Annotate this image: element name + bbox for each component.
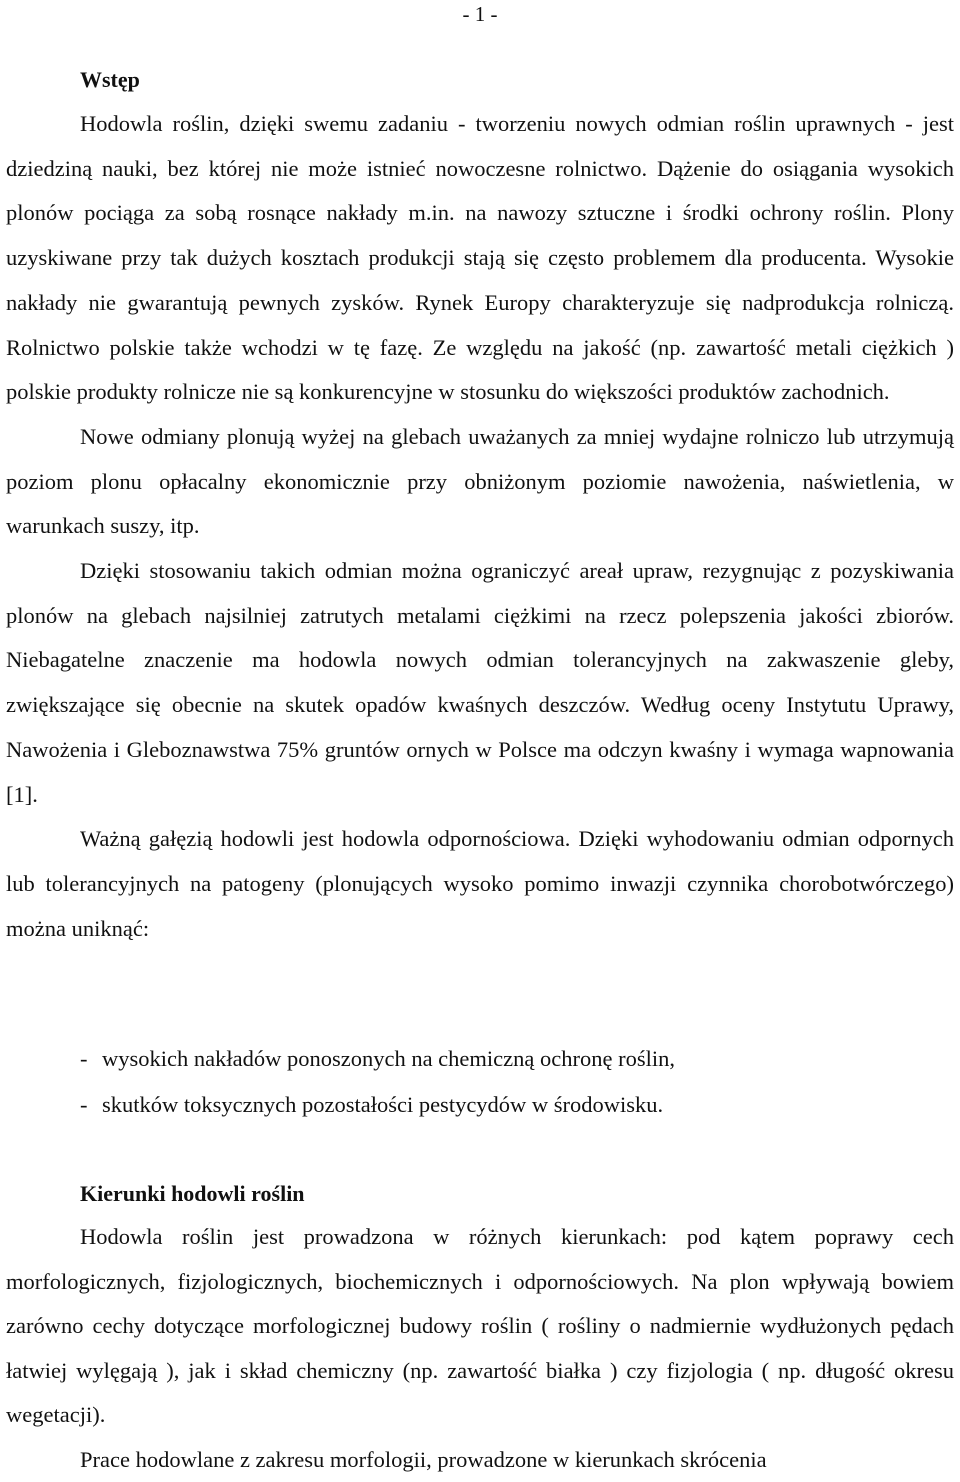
section-heading-directions: Kierunki hodowli roślin xyxy=(80,1181,305,1207)
paragraph: Hodowla roślin, dzięki swemu zadaniu - tworzeniu nowych odmian roślin uprawnych - jest dziedziną nauki, bez której nie może istnieć nowoczesne rolnictwo. Dążenie do osiągania wysokich plonów pociąga za sobą rosnące nakłady m.in. na nawozy sztuczne i środki ochrony roślin. Plony uzyskiwane przy tak dużych kosztach produkcji stają się często problemem dla producenta. Wysokie nakłady nie gwarantują pewnych zysków. Rynek Europy charakteryzuje się nadprodukcja rolniczą. Rolnictwo polskie także wchodzi w tę fazę. Ze względu na jakość (np. zawartość metali ciężkich ) polskie produkty rolnicze nie są konkurencyjne w stosunku do większości produktów zachodnich. xyxy=(6,102,954,415)
list-bullet: - xyxy=(80,1046,102,1072)
list-item xyxy=(80,1092,663,1118)
paragraph: Ważną gałęzią hodowli jest hodowla odpornościowa. Dzięki wyhodowaniu odmian odpornych lub tolerancyjnych na patogeny (plonujących wysoko pomimo inwazji czynnika chorobotwórczego) można uniknąć: xyxy=(6,817,954,951)
intro-paragraph-block xyxy=(6,102,954,951)
list-item-text: wysokich nakładów ponoszonych na chemiczną ochronę roślin, xyxy=(102,1046,675,1071)
paragraph: Hodowla roślin jest prowadzona w różnych kierunkach: pod kątem poprawy cech morfologicznych, fizjologicznych, biochemicznych i odpornościowych. Na plon wpływają bowiem zarówno cechy dotyczące morfologicznej budowy roślin ( rośliny o nadmiernie wydłużonych pędach łatwiej wylęgają ), jak i skład chemiczny (np. zawartość białka ) czy fizjologia ( np. długość okresu wegetacji). xyxy=(6,1215,954,1438)
directions-paragraph-block xyxy=(6,1215,954,1482)
paragraph: Prace hodowlane z zakresu morfologii, prowadzone w kierunkach skrócenia xyxy=(6,1438,954,1482)
list-bullet: - xyxy=(80,1092,102,1118)
section-heading-intro: Wstęp xyxy=(80,67,140,93)
page-number: - 1 - xyxy=(0,2,960,26)
list-item xyxy=(80,1046,675,1072)
paragraph: Nowe odmiany plonują wyżej na glebach uważanych za mniej wydajne rolniczo lub utrzymują poziom plonu opłacalny ekonomicznie przy obniżonym poziomie nawożenia, naświetlenia, w warunkach suszy, itp. xyxy=(6,415,954,549)
paragraph: Dzięki stosowaniu takich odmian można ograniczyć areał upraw, rezygnując z pozyskiwania plonów na glebach najsilniej zatrutych metalami ciężkimi na rzecz polepszenia jakości zbiorów. Niebagatelne znaczenie ma hodowla nowych odmian tolerancyjnych na zakwaszenie gleby, zwiększające się obecnie na skutek opadów kwaśnych deszczów. Według oceny Instytutu Uprawy, Nawożenia i Gleboznawstwa 75% gruntów ornych w Polsce ma odczyn kwaśny i wymaga wapnowania [1]. xyxy=(6,549,954,817)
list-item-text: skutków toksycznych pozostałości pestycydów w środowisku. xyxy=(102,1092,663,1117)
